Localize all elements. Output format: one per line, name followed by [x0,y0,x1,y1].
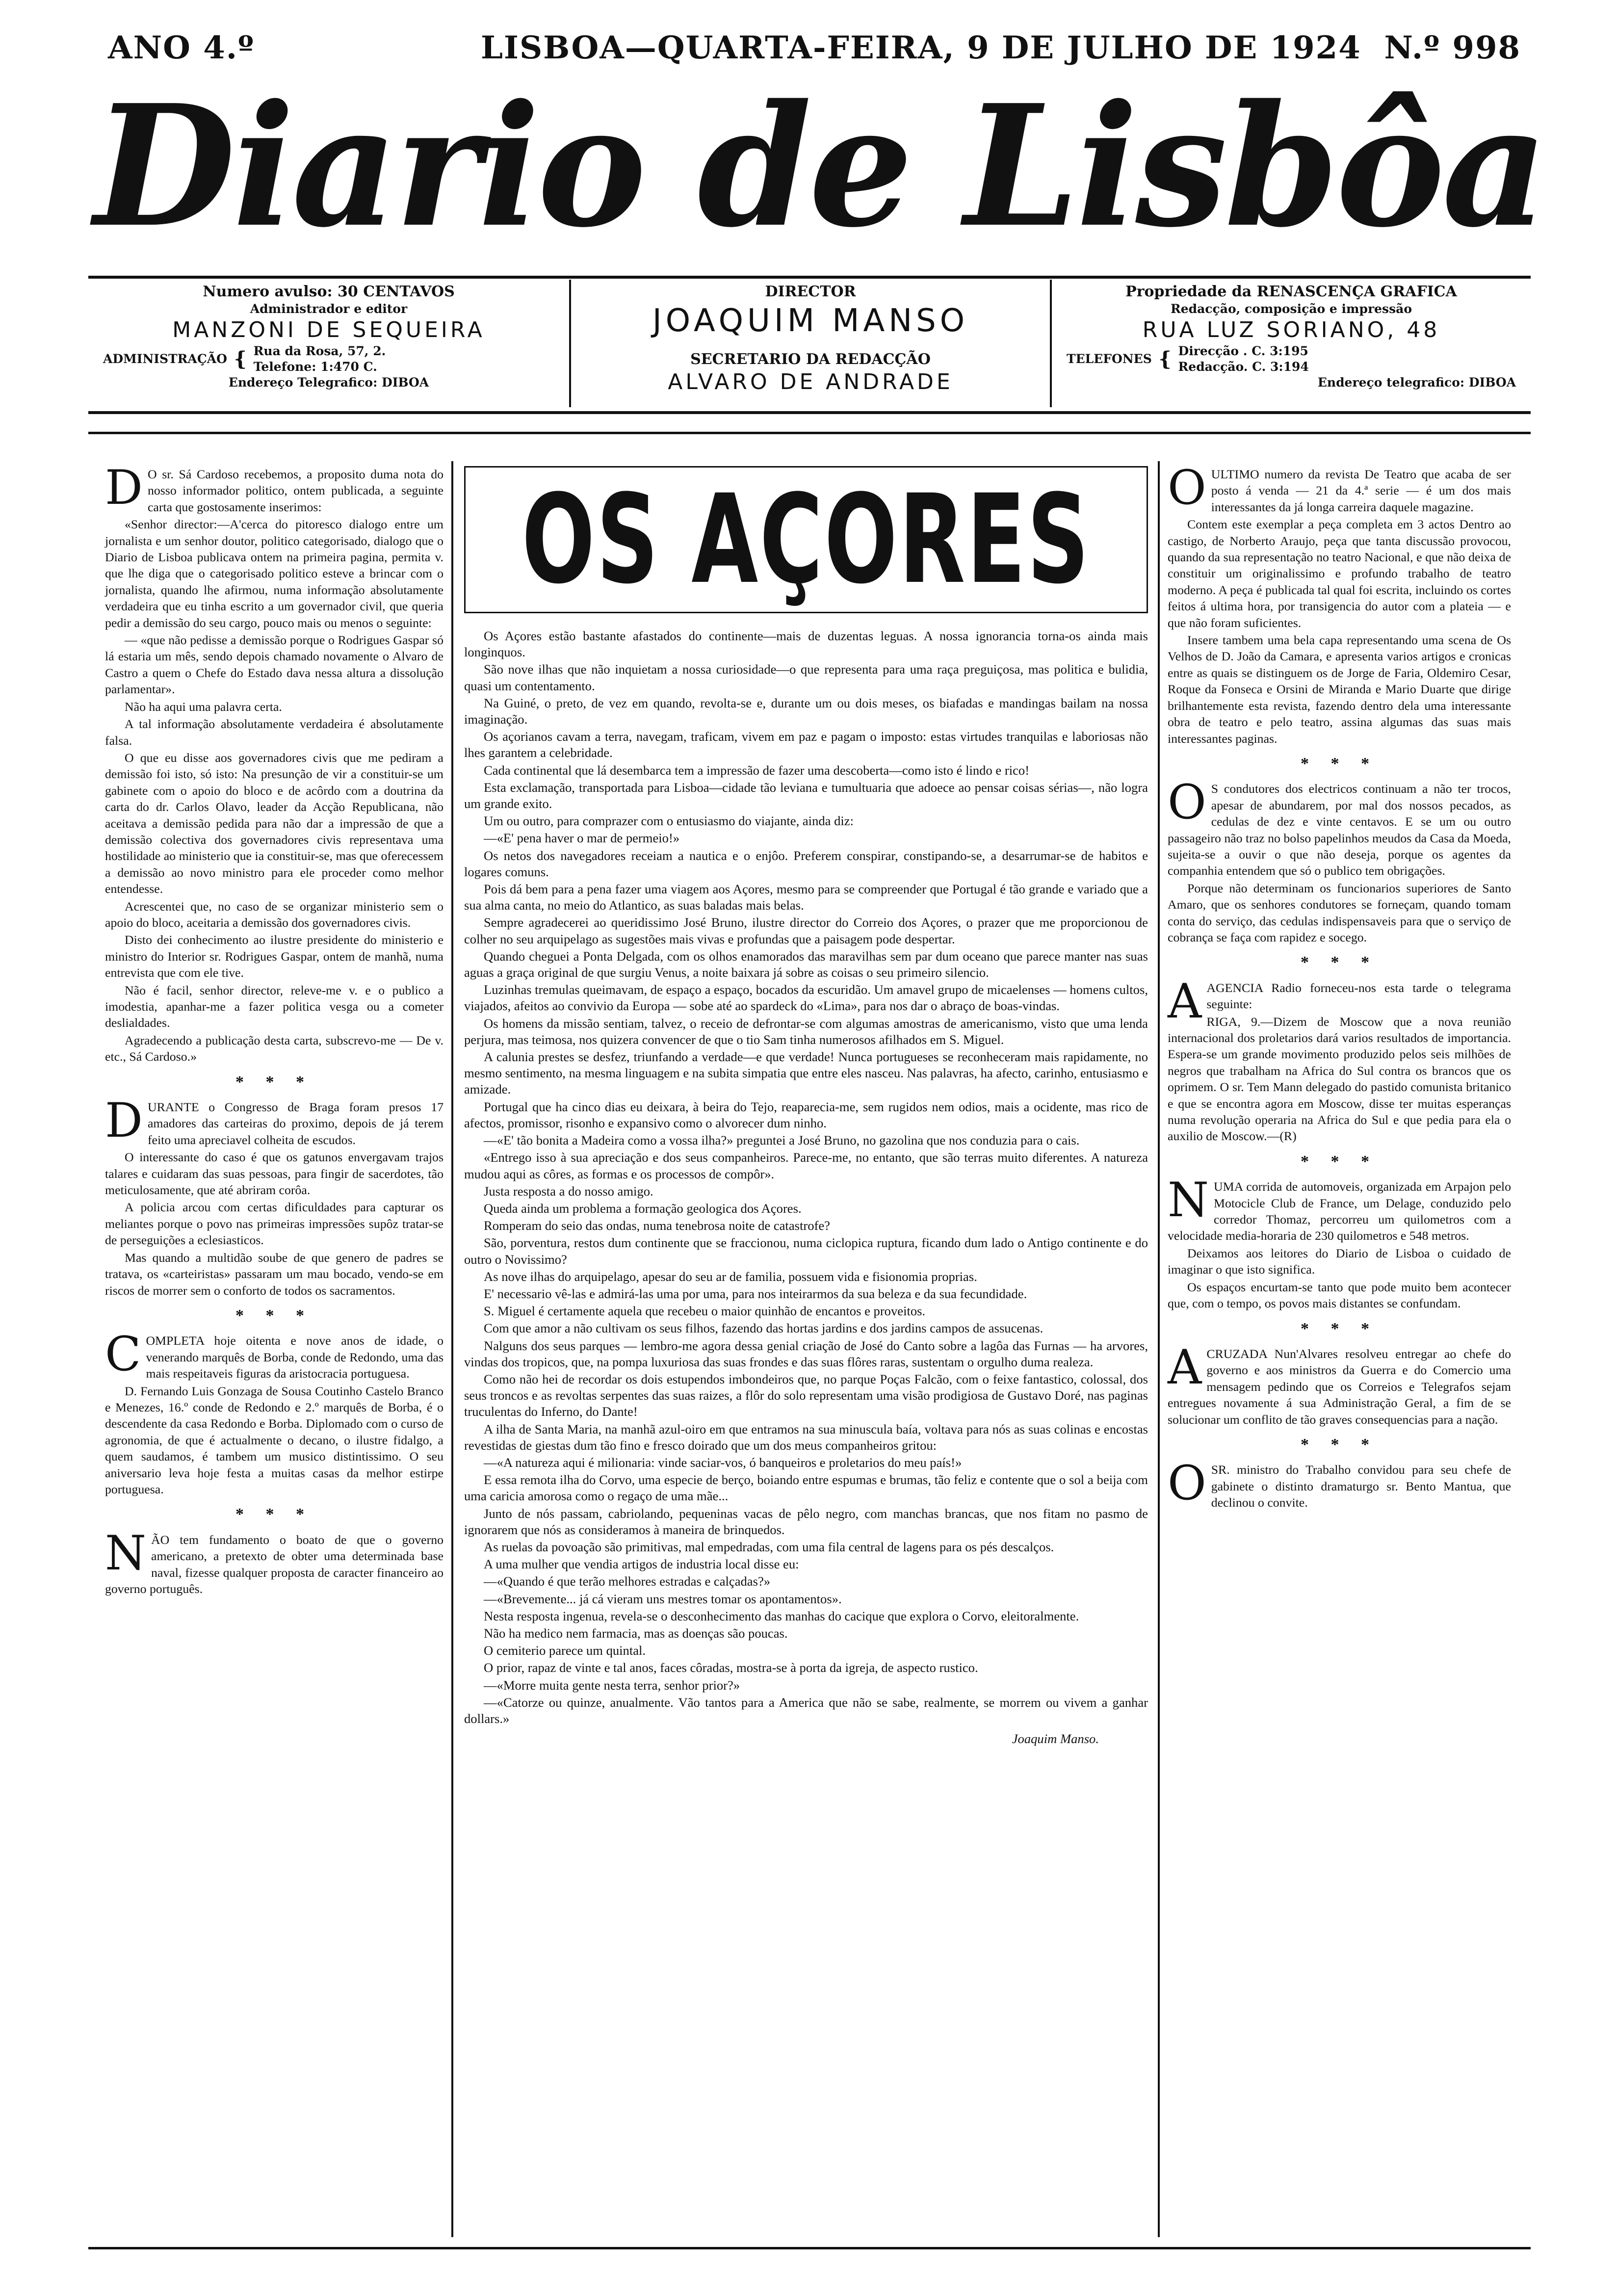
admin-name: MANZONI DE SEQUEIRA [172,317,485,342]
price: Numero avulso: 30 CENTAVOS [203,283,455,300]
paragraph: Nalguns dos seus parques — lembro-me agora dessa genial criação de José do Canto sobre a lagôa das Furnas — ha arvores, vindas dos tropicos, que, na pompa luxuriosa das suas frondes e das suas flôres raras, sustentam o orgulho duma realeza. [464,1338,1148,1369]
paragraph: UMA corrida de automoveis, organizada em Arpajon pelo Motocicle Club de France, um Delage, conduzido pelo corredor Thomaz, percorreu um quilometros com a velocidade media-horaria de 230 quilometros e 548 metros. [1168,1179,1511,1243]
admin-phone: Telefone: 1:470 C. [253,360,377,374]
drop-cap: D [105,1093,143,1148]
section-separator: * * * [235,1072,313,1091]
article-agencia-radio [1168,973,1511,1145]
paragraph: Porque não determinam os funcionarios superiores de Santo Amaro, que os senhores condutores se forneçam, quando tomam conta do serviço, das cedulas indispensaveis para que o serviço de cobrança se faça com rapidez e socego. [1168,881,1511,944]
paragraph: Contem este exemplar a peça completa em 3 actos Dentro ao castigo, de Norberto Araujo, peça que tanta discussão provocou, quando da sua representação no teatro Nacional, e que não deixa de constituir um originalissimo e profundo trabalho de teatro moderno. A peça é publicada tal qual foi escrita, incluindo os cortes feitos á ultima hora, por transigencia do autor com a plateia — e que não foram suficientes. [1168,517,1511,630]
administration-label: ADMINISTRAÇÃO [103,352,227,366]
paragraph: Os açorianos cavam a terra, navegam, traficam, vivem em paz e pagam o imposto: estas virtudes tranquilas e laboriosas não lhes garantem a celebridade. [464,729,1148,760]
dateline [108,29,1521,74]
paragraph: A policia arcou com certas dificuldades para capturar os meliantes porque o povo nas primeiras impressões supôz tratar-se de perseguições a eclesiasticos. [105,1200,443,1248]
phones-row [1067,343,1516,375]
section-separator: * * * [1301,1319,1378,1338]
paragraph: A tal informação absolutamente verdadeira é absolutamente falsa. [105,717,443,748]
brace-icon: { [234,347,247,370]
article-naval-base [105,1525,443,1597]
paragraph: — «que não pedisse a demissão porque o Rodrigues Gaspar só lá estaria um mês, sendo depois chamado novamente o Alvaro de Castro a quem o Chefe do Estado dava nessa altura a dissolução parlamentar». [105,633,443,697]
paragraph: ULTIMO numero da revista De Teatro que acaba de ser posto á venda — 21 da 4.ª serie — é um dos mais interessantes da já longa carreira daquele magazine. [1211,467,1511,514]
paragraph: O prior, rapaz de vinte e tal anos, faces côradas, mostra-se à porta da igreja, de aspecto rustico. [484,1660,978,1675]
phones-label: TELEFONES [1067,352,1152,366]
headline-box [464,466,1148,613]
paragraph: AGENCIA Radio forneceu-nos esta tarde o telegrama seguinte: [1206,980,1511,1012]
drop-cap: D [105,460,143,515]
paragraph: Disto dei conhecimento ao ilustre presidente do ministerio e ministro do Interior sr. Rodrigues Gaspar, ontem de manhã, numa entrevista que com ele tive. [105,933,443,980]
drop-cap: O [1168,460,1206,515]
header-bottom-rule [88,411,1531,414]
paragraph: Não ha medico nem farmacia, mas as doenças são poucas. [484,1625,788,1641]
director-label: DIRECTOR [765,283,856,300]
content-bottom-rule [88,2247,1531,2249]
phone-direction: Direcção . C. 3:195 [1178,344,1308,358]
section-separator: * * * [1301,754,1378,773]
drop-cap: O [1168,1456,1206,1511]
paragraph: E' necessario vê-las e admirá-las uma por uma, para nos inteirarmos da sua beleza e da sua fecundidade. [484,1286,1027,1301]
paragraph: Não é facil, senhor director, releve-me v. e o publico a imodestia, apanhar-me a fazer politica vesga ou a cometer deslialdades. [105,983,443,1030]
drop-cap: C [105,1327,141,1382]
paragraph: D. Fernando Luis Gonzaga de Sousa Coutinho Castelo Branco e Menezes, 16.º conde de Redondo e 2.º marquês de Borba, é o descendente da casa Redondo e Borba. Diplomado com o curso de agronomia, de que é actualmente o decano, o ilustre fidalgo, a quem saudamos, é tambem um musico distintissimo. O seu aniversario leva hoje festa a muitas casas da melhor estirpe portuguesa. [105,1383,443,1496]
article-ministro-trabalho [1168,1456,1511,1511]
paragraph: Deixamos aos leitores do Diario de Lisboa o cuidado de imaginar o que isto significa. [1168,1246,1511,1277]
header-center-box [569,280,1050,407]
secretary-name: ALVARO DE ANDRADE [668,369,953,394]
administration-contacts [254,343,386,375]
telegraph-address-right: Endereço telegrafico: DIBOA [1317,375,1516,390]
section-separator: * * * [1301,953,1378,972]
column-rule-left [451,461,453,2237]
paragraph: Acrescentei que, no caso de se organizar ministerio sem o apoio do bloco, aceitaria a demissão dos governadores civis. [105,899,443,930]
year-label: ANO 4.º [108,29,255,66]
paragraph: São, porventura, restos dum continente que se fraccionou, numa ciclopica ruptura, ficando dum lado o Antigo continente e do outro o Novissimo? [464,1235,1148,1267]
paragraph: Os netos dos navegadores receiam a nautica e o enjôo. Preferem conspirar, constipando-se, a desarrumar-se de habitos e logares comuns. [464,848,1148,879]
paragraph: Os homens da missão sentiam, talvez, o receio de defrontar-se com algumas amostras de americanismo, visto que uma lenda perjura, mas teimosa, nos quizera convencer de que o tio Sam tinha numerosos afilhados em S. Miguel. [464,1016,1148,1047]
paragraph: S condutores dos electricos continuam a não ter trocos, apesar de abundarem, por mal dos nossos pecados, as cedulas de dez e vinte centavos. E se um ou outro passageiro não traz no bolso papelinhos meudos da Casa da Moeda, sujeita-se a ouvir o que não deseja, porque os agentes da companhia entendem que só o publico tem obrigações. [1168,782,1511,878]
article-marques-borba [105,1327,443,1497]
paragraph: Luzinhas tremulas queimavam, de espaço a espaço, bocados da escuridão. Um amavel grupo de micaelenses — homens cultos, viajados, afeitos ao convivio da Europa — sobe até ao spardeck do «Lima», para nos dar o abraço de boas-vindas. [464,982,1148,1014]
paragraph: SR. ministro do Trabalho convidou para seu chefe de gabinete o distinto dramaturgo sr. Bento Mantua, que declinou o convite. [1211,1462,1511,1510]
paragraph: «Senhor director:—A'cerca do pitoresco dialogo entre um jornalista e um senhor doutor, politico categorisado, dialogo que o Diario de Lisboa publicava ontem na primeira pagina, permita v. que lhe diga que o categorisado politico esteve a brincar com o jornalista, quando lhe afirmou, numa informação absolutamente verdadeira que eu tinha escrito a um governador civil, que queria pedir a demissão do seu cargo, pouco mais ou menos o seguinte: [105,517,443,630]
article-sa-cardoso [105,460,443,1065]
paragraph: A calunia prestes se desfez, triunfando a verdade—e que verdade! Nunca portugueses se reconheceram mais rapidamente, no mesmo sentimento, na mesma linguagem e na subita simpatia que entre eles nasceu. Nas palavras, ha afecto, carinho, entusiasmo e amizade. [464,1049,1148,1097]
paragraph: As nove ilhas do arquipelago, apesar do seu ar de familia, possuem vida e fisionomia proprias. [484,1269,977,1284]
section-separator: * * * [1301,1152,1378,1171]
left-column [105,460,443,1598]
article-electricos [1168,775,1511,945]
issue-number: N.º 998 [1384,29,1521,66]
article-cruzada [1168,1339,1511,1428]
paragraph: Com que amor a não cultivam os seus filhos, fazendo das hortas jardins e dos jardins campos de assucenas. [484,1321,1043,1336]
phone-redaction: Redacção. C. 3:194 [1178,360,1309,374]
paragraph: —«Quando é que terão melhores estradas e calçadas?» [484,1574,771,1589]
redaction-address: RUA LUZ SORIANO, 48 [1142,317,1440,342]
paragraph: Quando cheguei a Ponta Delgada, com os olhos enamorados das maravilhas sem par dum oceano que parece manter nas suas aguas a graça original de que surgiu Venus, a noite baixara já sobre as coisas o seu primeiro silencio. [464,948,1148,980]
paragraph: Romperam do seio das ondas, numa tenebrosa noite de catastrofe? [484,1218,830,1233]
paragraph: São nove ilhas que não inquietam a nossa curiosidade—o que representa para uma raça preguiçosa, mas politica e bulidia, quasi um contentamento. [464,662,1148,693]
paragraph: Esta exclamação, transportada para Lisboa—cidade tão leviana e tumultuaria que adoece ao pensar coisas sérias—, não logra um grande exito. [464,780,1148,811]
brace-icon: { [1158,347,1172,370]
telegraph-address: Endereço Telegrafico: DIBOA [228,375,429,390]
paragraph: —«Morre muita gente nesta terra, senhor prior?» [484,1677,740,1693]
drop-cap: O [1168,775,1206,830]
administration-row [103,343,554,375]
drop-cap: N [105,1525,146,1581]
header-right-box [1050,280,1531,407]
paragraph: CRUZADA Nun'Alvares resolveu entregar ao chefe do governo e aos ministros da Guerra e do Comercio uma mensagem pedindo que os Correios e Telegrafos sejam entregues novamente á sua Administração Geral, a fim de se solucionar um conflito de tão graves consequencias para a nação. [1168,1346,1511,1427]
drop-cap: A [1168,973,1202,1029]
section-separator: * * * [1301,1435,1378,1454]
paragraph: A uma mulher que vendia artigos de industria local disse eu: [484,1557,799,1572]
paragraph: —«E' pena haver o mar de permeio!» [484,831,680,846]
paragraph: S. Miguel é certamente aquela que recebeu o maior quinhão de encantos e proveitos. [484,1304,926,1319]
paragraph: O sr. Sá Cardoso recebemos, a proposito duma nota do nosso informador politico, ontem publicada, a seguinte carta que gostosamente inserimos: [147,467,443,514]
paragraph: O cemiterio parece um quintal. [484,1643,646,1658]
drop-cap: A [1168,1339,1202,1395]
article-braga-congress [105,1093,443,1299]
paragraph: Os espaços encurtam-se tanto que pode muito bem acontecer que, com o tempo, os povos mais distantes se confundam. [1168,1279,1511,1311]
paragraph: Na Guiné, o preto, de vez em quando, revolta-se e, durante um ou dois meses, os biafadas e mandingas bailam na nossa imaginação. [464,695,1148,727]
paragraph: URANTE o Congresso de Braga foram presos 17 amadores das carteiras do proximo, depois de já terem feito uma apreciavel colheita de escudos. [147,1100,443,1147]
paragraph: A ilha de Santa Maria, na manhã azul-oiro em que entramos na sua minuscula baía, voltava para nós as suas colinas e encostas revestidas de giestas dum tão fino e fresco doirado que um dos meus companheiros gritou: [464,1421,1148,1453]
redaction-label: Redacção, composição e impressão [1170,302,1412,316]
content-top-rule [88,432,1531,434]
paragraph: Nesta resposta ingenua, revela-se o desconhecimento das manhas do cacique que explora o Corvo, eleitoralmente. [484,1608,1079,1623]
column-rule-right [1158,461,1160,2237]
paragraph: —«Catorze ou quinze, anualmente. Vão tantos para a America que não se sabe, realmente, se morrem ou vivem a ganhar dollars.» [464,1695,1148,1726]
paragraph: Insere tambem uma bela capa representando uma scena de Os Velhos de D. João da Camara, e apresenta varios artigos e cronicas entre as quais se distinguem os de Jorge de Faria, Oldemiro Cesar, Roque da Fonseca e Orsini de Miranda e Mario Duarte que dirige brilhantemente esta revista, fazendo dentro dela uma interessante obra de teatro e pelo teatro, assina algumas das suas mais interessantes paginas. [1168,633,1511,746]
paragraph: Um ou outro, para comprazer com o entusiasmo do viajante, ainda diz: [484,813,854,829]
paragraph: Queda ainda um problema a formação geologica dos Açores. [484,1200,802,1216]
header-left-box [88,280,569,407]
section-separator: * * * [235,1306,313,1325]
place-date: LISBOA—QUARTA-FEIRA, 9 DE JULHO DE 1924 [481,29,1361,66]
paragraph: RIGA, 9.—Dizem de Moscow que a nova reunião internacional dos proletarios dará varios resultados de importancia. Espera-se um grande movimento produzido pelos seis milhões de negros que trabalham na Africa do Sul contra os brancos que os oprimem. O sr. Tem Mann delegado do pastido comunista britanico e que se encontra agora em Moscow, disse ter muitas esperanças numa revolução operaria na Africa do Sul e que pedia para ela o auxilio de Moscow.—(R) [1168,1014,1511,1144]
newspaper-title: Diario de Lisbôa [93,69,1545,264]
paragraph: —«A natureza aqui é milionaria: vinde saciar-vos, ó banqueiros e proletarios do meu país!» [484,1455,962,1470]
paragraph: Justa resposta a do nosso amigo. [484,1183,653,1199]
paragraph: ÃO tem fundamento o boato de que o governo americano, a pretexto de obter uma determinada base naval, fizesse qualquer proposta de caracter financeiro ao governo português. [105,1532,443,1596]
paragraph: As ruelas da povoação são primitivas, mal empedradas, com uma fila central de lagens para os pés descalços. [484,1539,1054,1554]
author-signature: Joaquim Manso. [1012,1731,1099,1747]
paragraph: Como não hei de recordar os dois estupendos imbondeiros que, no parque Poças Falcão, com o feixe fantastico, colossal, dos seus troncos e as revoltas serpentes das suas raizes, a flôr do solo representam uma visão prodigiosa de Gustavo Doré, nas paginas truculentas do Inferno, do Dante! [464,1371,1148,1419]
paragraph: Junto de nós passam, cabriolando, pequeninas vacas de pêlo negro, com manchas brancas, que nos fitam no pasmo de ignorarem que nós as consideramos à maneira de brinquedos. [464,1506,1148,1537]
paragraph: Agradecendo a publicação desta carta, subscrevo-me — De v. etc., Sá Cardoso.» [105,1033,443,1064]
article-car-race [1168,1173,1511,1311]
paragraph: Portugal que ha cinco dias eu deixara, à beira do Tejo, reaparecia-me, sem rugidos nem odios, mais a ocidente, mas rico de afectos, promissor, risonho e expansivo como o alvorecer dum ninho. [464,1099,1148,1130]
paragraph: Pois dá bem para a pena fazer uma viagem aos Açores, mesmo para se compreender que Portugal é tão grande e variado que a sua alma canta, no meio do Atlantico, as suas baladas mais belas. [464,882,1148,913]
paragraph: Não ha aqui uma palavra certa. [125,699,282,714]
paragraph: Sempre agradecerei ao queridissimo José Bruno, ilustre director do Correio dos Açores, o prazer que me proporcionou de colher no seu arquipelago as sugestões mais vivas e profundas que a paisagem pode despertar. [464,915,1148,946]
paragraph: O interessante do caso é que os gatunos envergavam trajos talares e cuidaram das suas pessoas, para fingir de sacerdotes, tão meticulosamente, que até abriram corôa. [105,1150,443,1198]
headline: OS AÇORES [522,468,1091,611]
paragraph: Os Açores estão bastante afastados do continente—mais de duzentas leguas. A nossa ignorancia torna-os ainda mais longinquos. [464,628,1148,660]
right-column [1168,460,1511,1512]
header-info [88,280,1531,407]
paragraph: —«E' tão bonita a Madeira como a vossa ilha?» preguntei a José Bruno, no gazolina que nos conduzia para o cais. [484,1133,1080,1148]
phone-list [1178,343,1309,375]
paragraph: Mas quando a multidão soube de que genero de padres se tratava, os «carteiristas» passaram um mau bocado, vendo-se em riscos de morrer sem o conforto de todos os sacramentos. [105,1250,443,1298]
director-name: JOAQUIM MANSO [652,303,969,339]
paragraph: O que eu disse aos governadores civis que me pediram a demissão foi isto, só isto: Na presunção de vir a constituir-se um gabinete com o apoio do bloco e de acôrdo com a doutrina da carta do dr. Carlos Olavo, leader da Acção Republicana, não aceitava a demissão pedida para não dar a impressão de que a demissão colectiva dos governadores civis representava uma hostilidade ao ministerio que ia constituir-se, mas que oferecessem a demissão ao novo ministro para ele proceder como melhor entendesse. [105,750,443,896]
admin-address: Rua da Rosa, 57, 2. [253,344,386,358]
paragraph: OMPLETA hoje oitenta e nove anos de idade, o venerando marquês de Borba, conde de Redondo, uma das mais respeitaveis figuras da aristocracia portuguesa. [146,1333,443,1381]
drop-cap: N [1168,1173,1209,1228]
admin-label: Administrador e editor [250,302,408,316]
article-de-teatro [1168,460,1511,747]
header-top-rule [88,276,1531,279]
masthead [93,69,1545,264]
paragraph: E essa remota ilha do Corvo, uma especie de berço, boiando entre espumas e brumas, tão feliz e contente que o sol a beija com uma caricia amorosa como o regaço de uma mãe... [464,1472,1148,1504]
secretary-label: SECRETARIO DA REDACÇÃO [690,351,931,368]
paragraph: —«Brevemente... já cá vieram uns mestres tomar os apontamentos». [484,1591,842,1606]
paragraph: Cada continental que lá desembarca tem a impressão de fazer uma descoberta—como isto é lindo e rico! [484,762,1030,778]
property-line: Propriedade da RENASCENÇA GRAFICA [1125,283,1457,300]
section-separator: * * * [235,1505,313,1524]
center-column [464,628,1148,1747]
paragraph: «Entrego isso à sua apreciação e dos seus companheiros. Parece-me, no entanto, que são terras muito diferentes. A natureza mudou aqui as côres, as formas e os processos de compôr». [464,1150,1148,1181]
